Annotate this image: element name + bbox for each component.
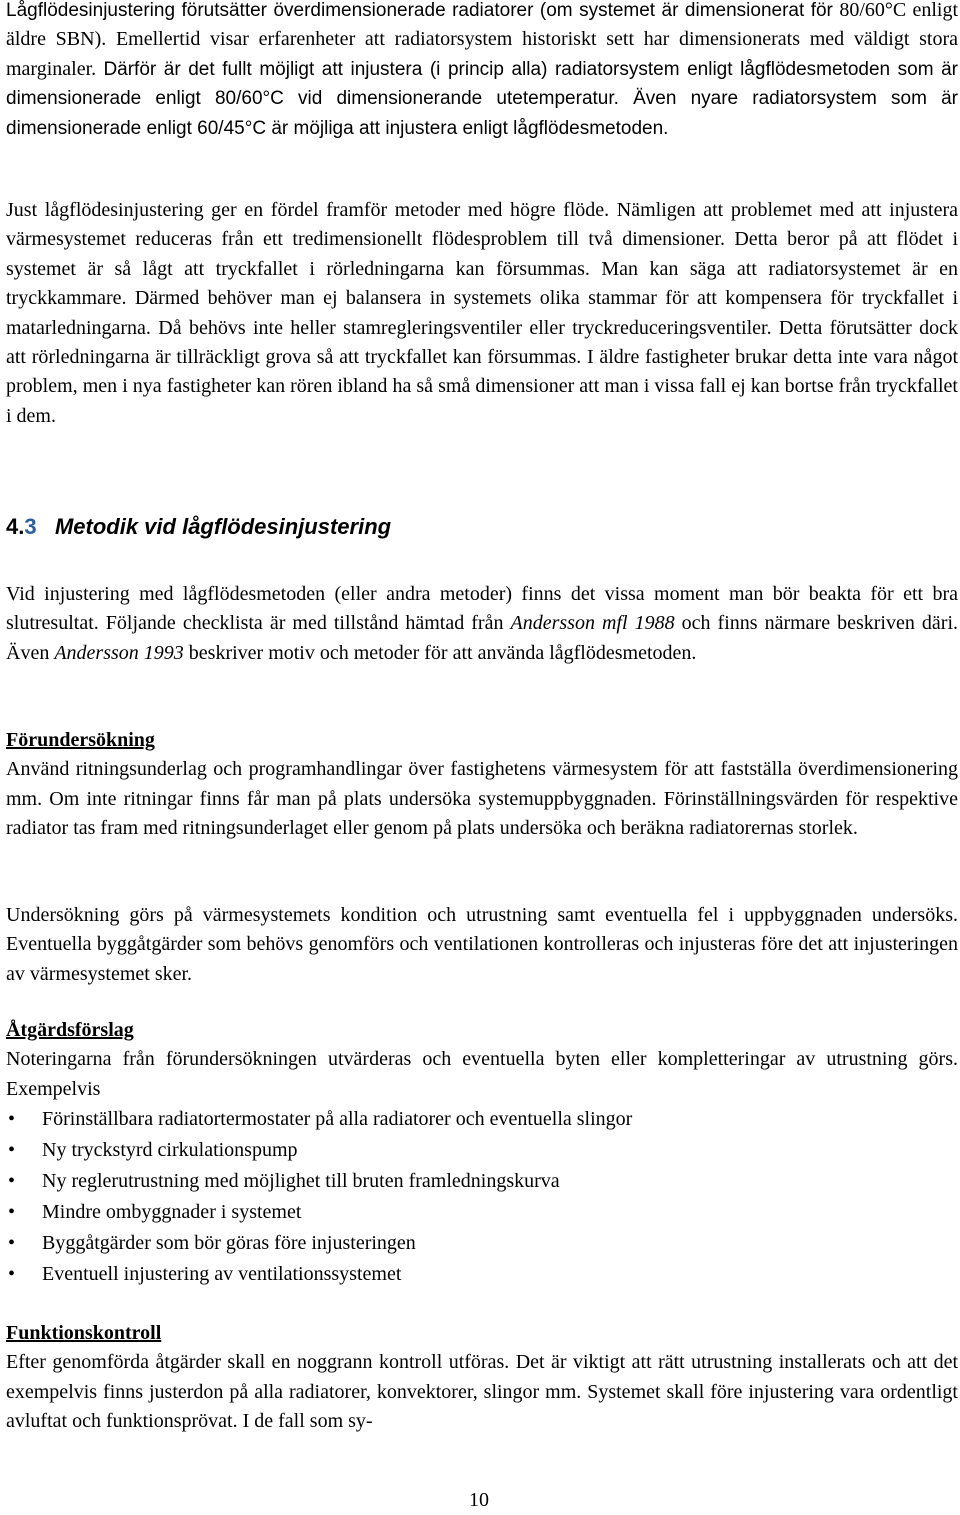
- list-item: • Mindre ombyggnader i systemet: [6, 1197, 958, 1228]
- forundersokning-heading: Förundersökning: [6, 729, 155, 751]
- section-heading: [6, 514, 391, 540]
- intro-text-3: Därför är det fullt möjligt att injustera (i princip alla) radiatorsystem enligt lågflödesmetoden som är dimensionerade enligt 80/60°C vid dimensionerande utetemperatur. Även nyare radiatorsystem som är dimensionerade enligt 60/45°C är möjliga att injustera enligt lågflödesmetoden.: [6, 58, 958, 139]
- bullet-icon: •: [8, 1232, 16, 1255]
- intro-temperature: 80/60°C: [839, 0, 907, 21]
- section-title: Metodik vid lågflödesinjustering: [54, 514, 392, 539]
- intro-text-2: enligt äldre SBN). Emellertid visar erfarenheter att radiatorsystem historiskt sett har dimensionerats med väldigt stora marginaler.: [6, 0, 958, 80]
- forundersokning-block: [6, 726, 958, 844]
- section-number: 4.3: [6, 514, 37, 539]
- list-item: • Ny reglerutrustning med möjlighet till bruten framledningskurva: [6, 1166, 958, 1197]
- list-item: • Byggåtgärder som bör göras före injusteringen: [6, 1228, 958, 1259]
- measures-list: [6, 1104, 958, 1290]
- reference-andersson-1988: Andersson mfl 1988: [510, 612, 675, 635]
- bullet-icon: •: [8, 1170, 16, 1193]
- list-item: • Eventuell injustering av ventilationssystemet: [6, 1259, 958, 1290]
- page-number: 10: [469, 1489, 489, 1511]
- atgardsforslag-heading: Åtgärdsförslag: [6, 1019, 134, 1041]
- bullet-icon: •: [8, 1201, 16, 1224]
- intro-text-1: Lågflödesinjustering förutsätter överdimensionerade radiatorer (om systemet är dimensionerat för: [6, 0, 840, 21]
- funktionskontroll-heading: Funktionskontroll: [6, 1322, 162, 1344]
- list-item: • Förinställbara radiatortermostater på alla radiatorer och eventuella slingor: [6, 1104, 958, 1135]
- atgardsforslag-text: Noteringarna från förundersökningen utvärderas och eventuella byten eller kompletteringar av utrustning görs. Exempelvis: [6, 1048, 958, 1100]
- funktionskontroll-text: Efter genomförda åtgärder skall en noggrann kontroll utföras. Det är viktigt att rätt utrustning installerats och att det exempelvis finns justerdon på alla radiatorer, konvektorer, slingor mm. Systemet skall före injustering vara ordentligt avluftat och funktionsprövat. I de fall som sy-: [6, 1351, 958, 1433]
- atgardsforslag-block: [6, 1016, 958, 1290]
- bullet-icon: •: [8, 1108, 16, 1131]
- reference-andersson-1993: Andersson 1993: [54, 641, 184, 664]
- bullet-icon: •: [8, 1139, 16, 1162]
- bullet-icon: •: [8, 1263, 16, 1286]
- funktionskontroll-block: [6, 1319, 958, 1437]
- forundersokning-text: Använd ritningsunderlag och programhandlingar över fastighetens värmesystem för att fastställa överdimensionering mm. Om inte ritningar finns får man på plats undersöka systemuppbyggnaden. Förinställningsvärden för respektive radiator tas fram med ritningsunderlaget eller genom på plats undersöka och beräkna radiatorernas storlek.: [6, 758, 958, 840]
- list-item: • Ny tryckstyrd cirkulationspump: [6, 1135, 958, 1166]
- undersokning-paragraph: Undersökning görs på värmesystemets kondition och utrustning samt eventuella fel i uppbyggnaden undersöks. Eventuella byggåtgärder som behövs genomförs och ventilationen kontrolleras och injusteras före det att injusteringen av värmesystemet sker.: [6, 904, 958, 985]
- method-intro-paragraph: Vid injustering med lågflödesmetoden (eller andra metoder) finns det vissa moment man bör beakta för ett bra slutresultat. Följande checklista är med tillstånd hämtad från Andersson mfl 1988 och finns närmare beskriven däri. Även Andersson 1993 beskriver motiv och metoder för att använda lågflödesmetoden.: [6, 583, 958, 664]
- low-flow-advantage-paragraph: Just lågflödesinjustering ger en fördel framför metoder med högre flöde. Nämligen att problemet med att injustera värmesystemet reduceras från ett tredimensionellt flödesproblem till två dimensioner. Detta beror på att flödet i systemet är så lågt att tryckfallet i rörledningarna kan försummas. Man kan säga att radiatorsystemet är en tryckkammare. Därmed behöver man ej balansera in systemets olika stammar för att kompensera för tryckfallet i matarledningarna. Då behövs inte heller stamregleringsventiler eller tryckreduceringsventiler. Detta förutsätter dock att rörledningarna är tillräckligt grova så att tryckfallet kan försummas. I äldre fastigheter brukar detta inte vara något problem, men i nya fastigheter kan rören ibland ha så små dimensioner att man i vissa fall ej kan bortse från tryckfallet i dem.: [6, 199, 958, 427]
- intro-paragraph: [6, 0, 958, 143]
